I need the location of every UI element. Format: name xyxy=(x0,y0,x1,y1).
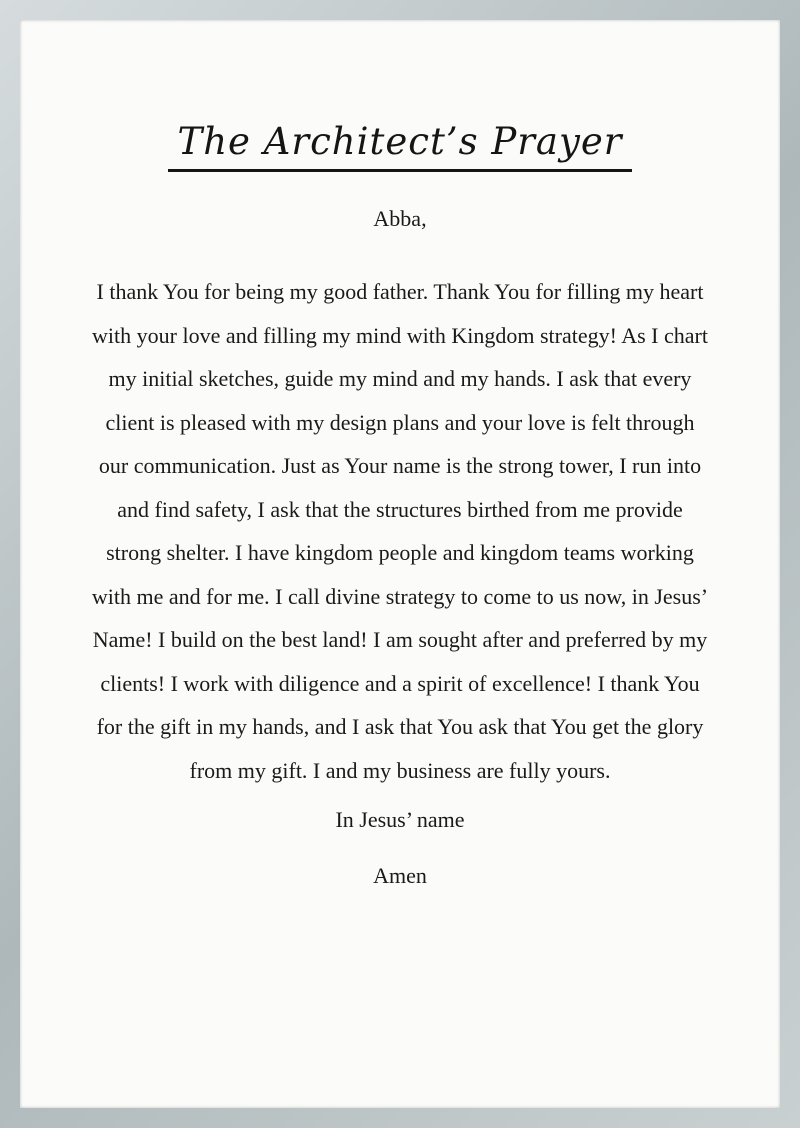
prayer-body xyxy=(40,270,760,792)
body-line: for the gift in my hands, and I ask that You ask that You get the glory xyxy=(96,714,704,739)
body-line: clients! I work with diligence and a spirit of excellence! I thank You xyxy=(100,670,700,696)
body-line: with your love and filling my mind with Kingdom strategy! As I chart xyxy=(92,322,708,348)
body-line: I thank You for being my good father. Thank You for filling my heart xyxy=(96,279,704,304)
prayer-document xyxy=(20,20,780,1108)
title-container xyxy=(20,120,780,172)
body-line: Name! I build on the best land! I am sought after and preferred by my xyxy=(92,627,708,652)
body-line: our communication. Just as Your name is the strong tower, I run into xyxy=(98,453,702,478)
body-line: with me and for me. I call divine strategy to come to us now, in Jesus’ xyxy=(91,583,709,609)
body-line: client is pleased with my design plans and your love is felt through xyxy=(105,409,695,435)
document-title: The Architect’s Prayer xyxy=(168,120,633,172)
salutation: Abba, xyxy=(373,206,427,231)
closing-line: In Jesus’ name xyxy=(335,807,465,832)
body-line: strong shelter. I have kingdom people and kingdom teams working xyxy=(106,540,694,565)
body-line: and find safety, I ask that the structures birthed from me provide xyxy=(117,496,683,522)
amen-line: Amen xyxy=(373,863,427,888)
body-line: my initial sketches, guide my mind and my hands. I ask that every xyxy=(108,366,692,391)
body-line: from my gift. I and my business are fully yours. xyxy=(189,757,611,783)
